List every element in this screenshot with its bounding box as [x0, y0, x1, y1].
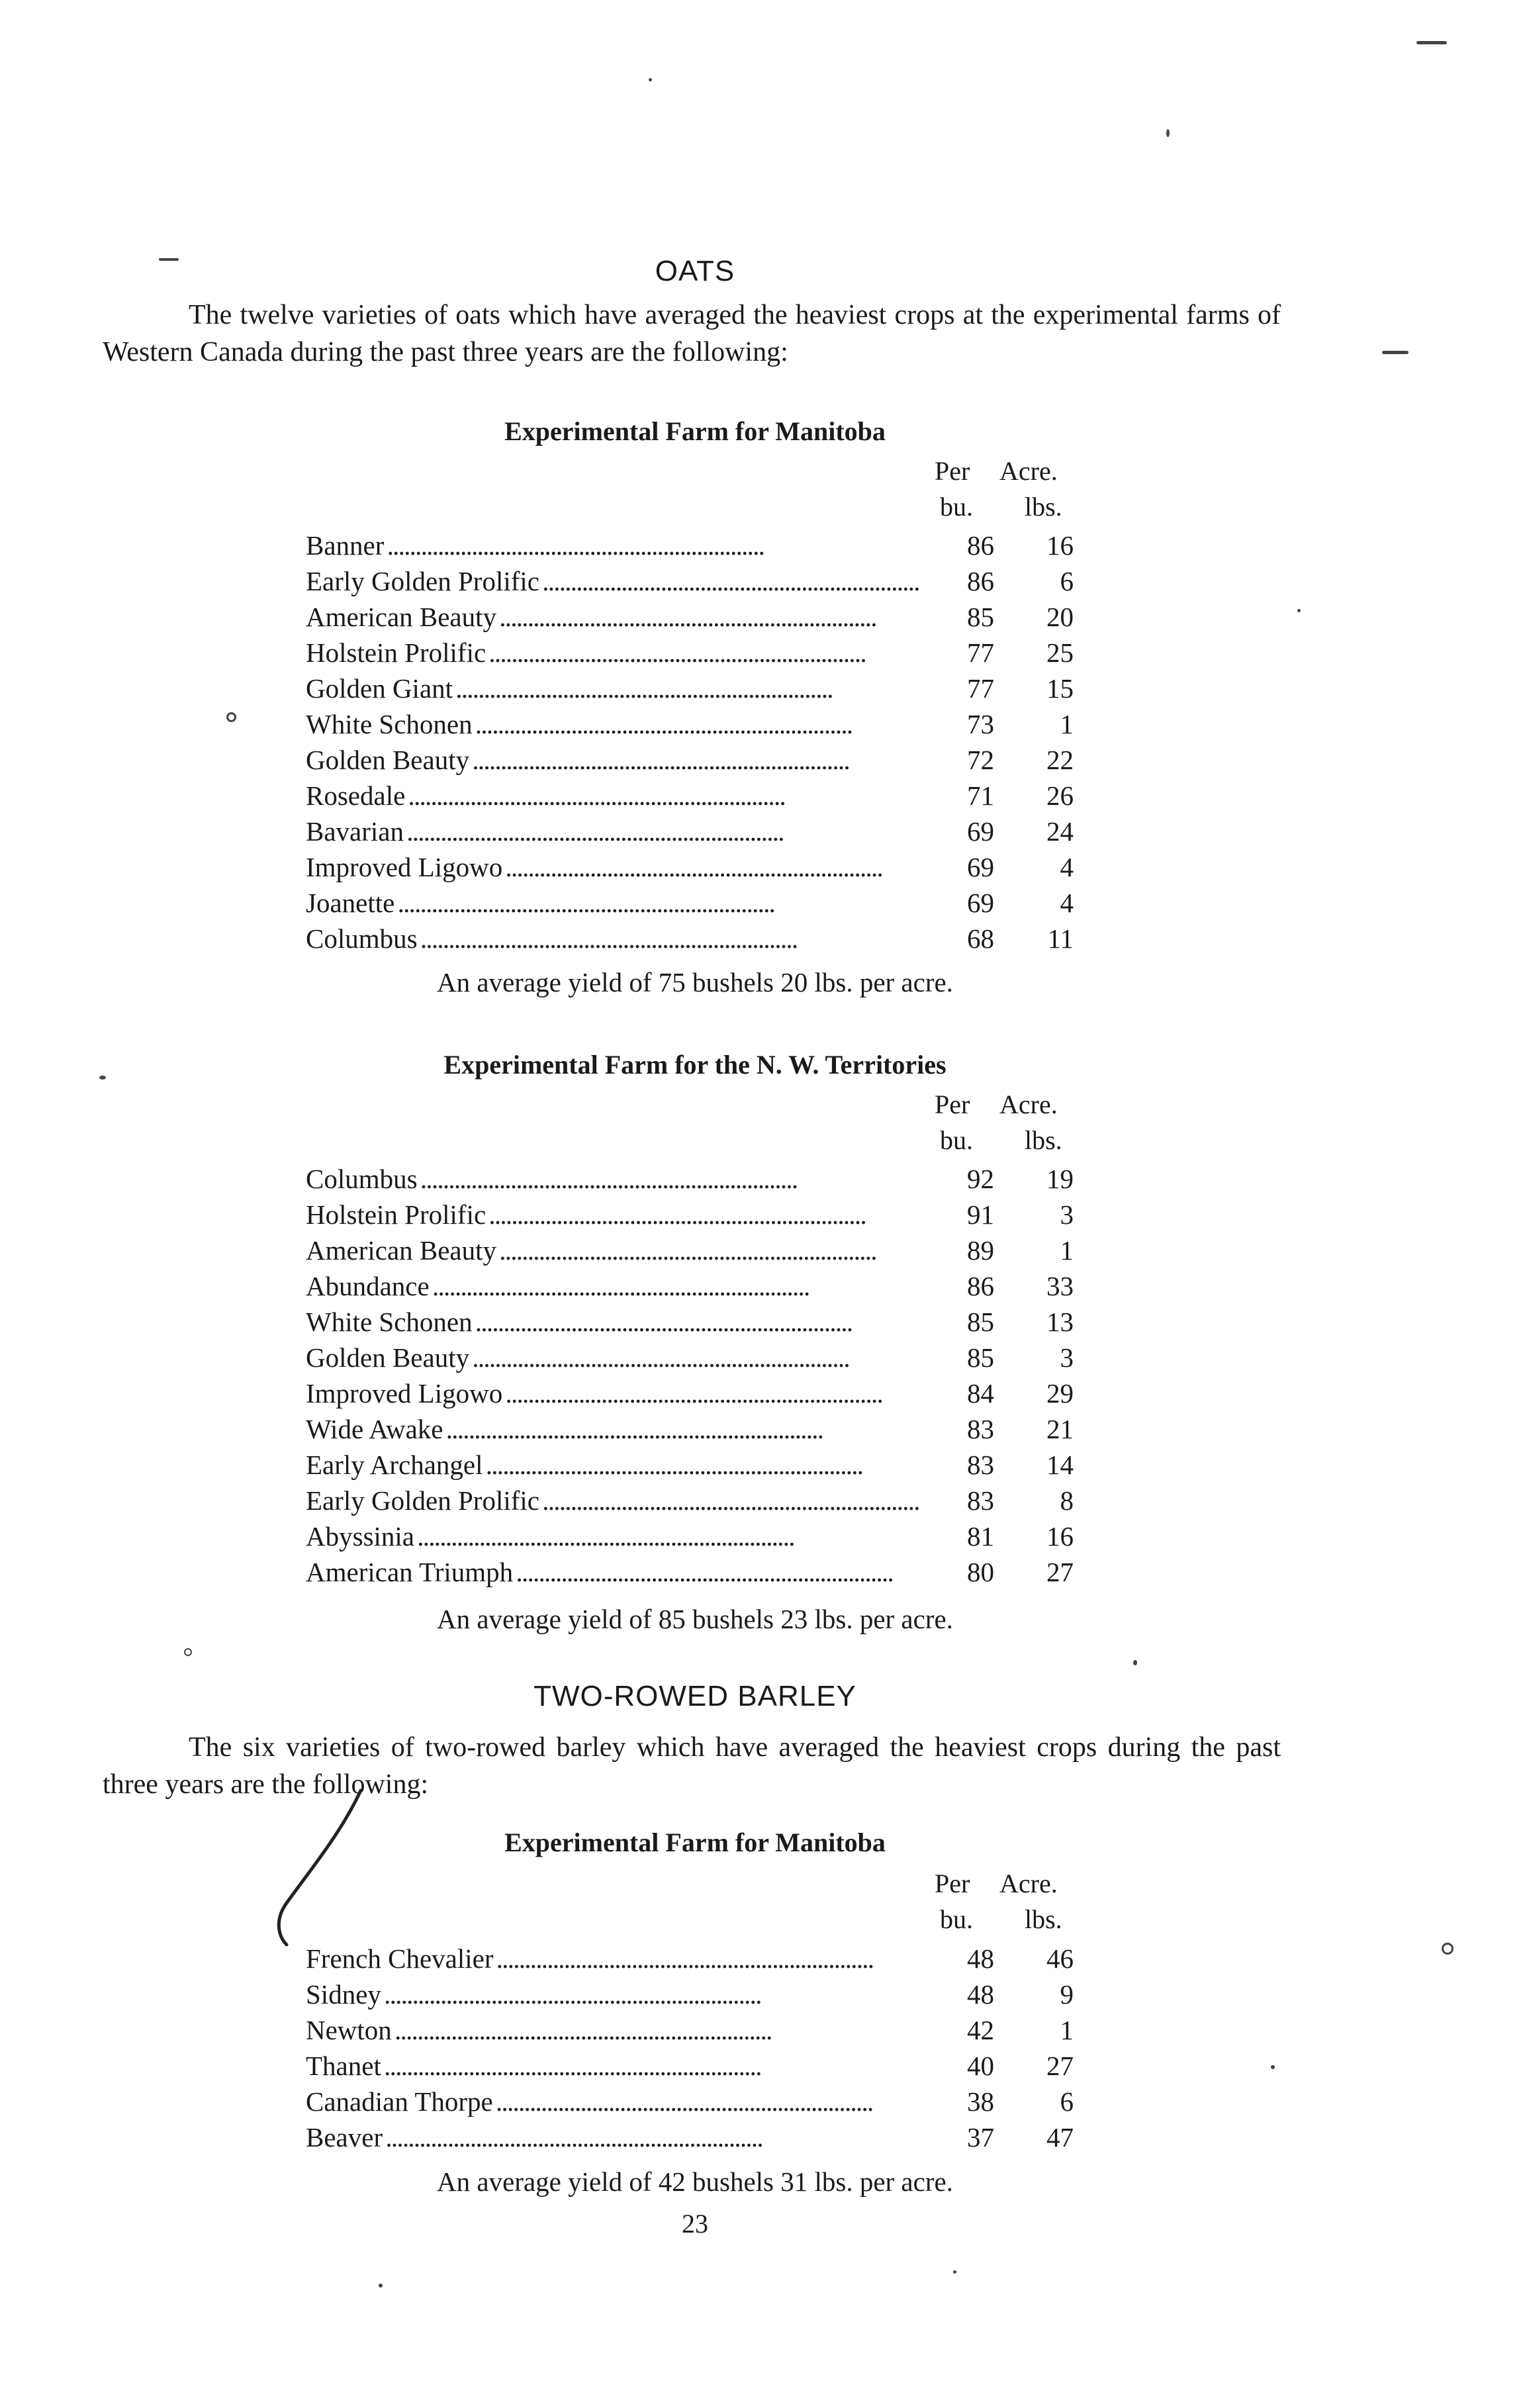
bushels-value: 85	[967, 1307, 994, 1337]
variety-name: Golden Beauty . . .	[306, 742, 928, 778]
unit-per: Per	[935, 456, 970, 486]
bushels-value: 91	[967, 1199, 994, 1230]
pounds-value: 47	[1046, 2122, 1074, 2153]
pounds-value: 1	[1060, 2015, 1074, 2045]
table-row	[306, 1941, 1100, 1976]
table-row	[306, 1232, 1100, 1268]
variety-name: Abundance . . .	[306, 1268, 928, 1304]
variety-name: Columbus . . .	[306, 1161, 928, 1197]
section-intro-oats: The twelve varieties of oats which have averaged the heaviest crops at the experimental farms of Western Canada during the past three years are the following:	[103, 300, 1281, 367]
scan-speck	[1382, 351, 1409, 354]
pounds-value: 8	[1060, 1485, 1074, 1516]
table-row	[306, 742, 1100, 778]
unit-header	[927, 455, 1099, 490]
pounds-value: 4	[1060, 852, 1074, 882]
pounds-value: 27	[1046, 2051, 1074, 2081]
pounds-value: 29	[1046, 1378, 1074, 1409]
pounds-value: 3	[1060, 1342, 1074, 1373]
table-row	[306, 1197, 1100, 1232]
pencil-bracket-mark	[268, 1787, 374, 1959]
pounds-value: 19	[1046, 1164, 1074, 1194]
variety-name: White Schonen . . .	[306, 706, 928, 742]
unit-header	[927, 1089, 1099, 1123]
scan-speck	[1416, 41, 1447, 44]
table-row	[306, 599, 1100, 635]
table-row	[306, 1340, 1100, 1375]
bushels-value: 85	[967, 602, 994, 632]
variety-name: Wide Awake . . .	[306, 1411, 928, 1447]
variety-name: Sidney . . .	[306, 1976, 928, 2012]
bushels-value: 42	[967, 2015, 994, 2045]
variety-name: Early Golden Prolific . . .	[306, 563, 928, 599]
unit-header-sub	[927, 1125, 1099, 1159]
variety-name: Holstein Prolific . . .	[306, 1197, 928, 1232]
pounds-value: 26	[1046, 780, 1074, 811]
variety-name: Improved Ligowo . . .	[306, 849, 928, 885]
table-row	[306, 813, 1100, 849]
bushels-value: 86	[967, 566, 994, 596]
farm-title-nw-territories-oats: Experimental Farm for the N. W. Territories	[443, 1050, 947, 1080]
section-intro-barley: The six varieties of two-rowed barley which have averaged the heaviest crops during the past three years are the following:	[103, 1732, 1281, 1800]
bushels-value: 71	[967, 780, 994, 811]
average-yield-summary: An average yield of 85 bushels 23 lbs. per acre.	[437, 1604, 953, 1634]
bushels-value: 69	[967, 852, 994, 882]
table-row	[306, 885, 1100, 921]
table-row	[306, 2084, 1100, 2119]
table-row	[306, 1304, 1100, 1340]
variety-name: Golden Giant . . .	[306, 671, 928, 706]
section-heading-oats: OATS	[655, 255, 735, 287]
variety-name: Holstein Prolific . . .	[306, 635, 928, 671]
scan-speck	[1133, 1660, 1137, 1665]
unit-lbs: lbs.	[1025, 492, 1062, 522]
section-heading-two-rowed-barley: TWO-ROWED BARLEY	[533, 1680, 856, 1712]
bushels-value: 81	[967, 1521, 994, 1551]
pounds-value: 4	[1060, 888, 1074, 918]
bushels-value: 86	[967, 530, 994, 561]
bushels-value: 69	[967, 888, 994, 918]
table-row	[306, 1518, 1100, 1554]
table-row	[306, 1375, 1100, 1411]
table-row	[306, 1483, 1100, 1518]
variety-name: American Triumph . . .	[306, 1554, 928, 1590]
unit-lbs: lbs.	[1025, 1125, 1062, 1155]
bushels-value: 73	[967, 709, 994, 739]
table-row	[306, 1447, 1100, 1483]
table-row	[306, 1268, 1100, 1304]
bushels-value: 72	[967, 745, 994, 775]
pounds-value: 16	[1046, 1521, 1074, 1551]
variety-name: Abyssinia . . .	[306, 1518, 928, 1554]
pounds-value: 46	[1046, 1943, 1074, 1974]
bushels-value: 68	[967, 923, 994, 954]
variety-name: Thanet . . .	[306, 2048, 928, 2084]
bushels-value: 38	[967, 2086, 994, 2117]
table-row	[306, 921, 1100, 956]
pounds-value: 1	[1060, 1235, 1074, 1266]
table-row	[306, 528, 1100, 563]
unit-header-sub	[927, 491, 1099, 526]
scan-speck	[1271, 2065, 1275, 2069]
pounds-value: 25	[1046, 637, 1074, 668]
variety-name: Newton . . .	[306, 2012, 928, 2048]
scan-speck	[1442, 1943, 1454, 1955]
bushels-value: 40	[967, 2051, 994, 2081]
bushels-value: 83	[967, 1450, 994, 1480]
unit-bu: bu.	[940, 1904, 973, 1934]
bushels-value: 83	[967, 1414, 994, 1444]
average-yield-summary: An average yield of 42 bushels 31 lbs. per acre.	[437, 2166, 953, 2197]
pounds-value: 9	[1060, 1979, 1074, 2010]
bushels-value: 85	[967, 1342, 994, 1373]
scan-speck	[649, 78, 652, 81]
variety-name: White Schonen . . .	[306, 1304, 928, 1340]
table-row	[306, 1161, 1100, 1197]
bushels-value: 48	[967, 1979, 994, 2010]
table-row	[306, 849, 1100, 885]
bushels-value: 92	[967, 1164, 994, 1194]
scan-speck	[99, 1076, 106, 1080]
unit-per: Per	[935, 1089, 970, 1119]
bushels-value: 83	[967, 1485, 994, 1516]
bushels-value: 86	[967, 1271, 994, 1301]
unit-per: Per	[935, 1869, 970, 1898]
table-row	[306, 1411, 1100, 1447]
variety-name: French Chevalier . . .	[306, 1941, 928, 1976]
bushels-value: 77	[967, 673, 994, 704]
variety-name: American Beauty . . .	[306, 1232, 928, 1268]
table-row	[306, 2119, 1100, 2155]
pounds-value: 16	[1046, 530, 1074, 561]
variety-name: Rosedale . . .	[306, 778, 928, 813]
pounds-value: 11	[1047, 923, 1074, 954]
unit-lbs: lbs.	[1025, 1904, 1062, 1934]
pounds-value: 20	[1046, 602, 1074, 632]
pounds-value: 27	[1046, 1557, 1074, 1587]
bushels-value: 89	[967, 1235, 994, 1266]
bushels-value: 48	[967, 1943, 994, 1974]
pounds-value: 33	[1046, 1271, 1074, 1301]
bushels-value: 77	[967, 637, 994, 668]
unit-acre: Acre.	[999, 456, 1058, 486]
variety-name: Banner . . .	[306, 528, 928, 563]
bushels-value: 80	[967, 1557, 994, 1587]
table-row	[306, 671, 1100, 706]
table-row	[306, 563, 1100, 599]
pounds-value: 6	[1060, 2086, 1074, 2117]
unit-header	[927, 1868, 1099, 1902]
pounds-value: 13	[1046, 1307, 1074, 1337]
unit-bu: bu.	[940, 1125, 973, 1155]
page-number: 23	[682, 2209, 708, 2239]
variety-name: Golden Beauty . . .	[306, 1340, 928, 1375]
scan-speck	[226, 712, 236, 722]
pounds-value: 22	[1046, 745, 1074, 775]
table-row	[306, 778, 1100, 813]
table-row	[306, 1554, 1100, 1590]
table-row	[306, 2012, 1100, 2048]
pounds-value: 14	[1046, 1450, 1074, 1480]
table-row	[306, 635, 1100, 671]
variety-name: Improved Ligowo . . .	[306, 1375, 928, 1411]
pounds-value: 21	[1046, 1414, 1074, 1444]
table-row	[306, 1976, 1100, 2012]
variety-name: Bavarian . . .	[306, 813, 928, 849]
farm-title-manitoba-oats: Experimental Farm for Manitoba	[504, 416, 886, 446]
variety-name: Canadian Thorpe . . .	[306, 2084, 928, 2119]
scan-speck	[953, 2270, 956, 2274]
variety-name: Early Golden Prolific . . .	[306, 1483, 928, 1518]
variety-name: Columbus . . .	[306, 921, 928, 956]
scan-speck	[379, 2284, 383, 2288]
table-row	[306, 2048, 1100, 2084]
scan-speck	[1166, 129, 1170, 137]
unit-bu: bu.	[940, 492, 973, 522]
pounds-value: 1	[1060, 709, 1074, 739]
table-row	[306, 706, 1100, 742]
average-yield-summary: An average yield of 75 bushels 20 lbs. per acre.	[437, 967, 953, 997]
pounds-value: 24	[1046, 816, 1074, 847]
unit-header-sub	[927, 1904, 1099, 1938]
unit-acre: Acre.	[999, 1869, 1058, 1898]
variety-name: Beaver . . .	[306, 2119, 928, 2155]
bushels-value: 37	[967, 2122, 994, 2153]
pounds-value: 3	[1060, 1199, 1074, 1230]
unit-acre: Acre.	[999, 1089, 1058, 1119]
variety-name: Joanette . . .	[306, 885, 928, 921]
bushels-value: 84	[967, 1378, 994, 1409]
scan-speck	[184, 1648, 192, 1656]
pounds-value: 15	[1046, 673, 1074, 704]
pounds-value: 6	[1060, 566, 1074, 596]
variety-name: Early Archangel . . .	[306, 1447, 928, 1483]
farm-title-manitoba-barley: Experimental Farm for Manitoba	[504, 1828, 886, 1857]
bushels-value: 69	[967, 816, 994, 847]
scan-speck	[159, 258, 179, 261]
scan-speck	[1297, 609, 1301, 612]
variety-name: American Beauty . . .	[306, 599, 928, 635]
